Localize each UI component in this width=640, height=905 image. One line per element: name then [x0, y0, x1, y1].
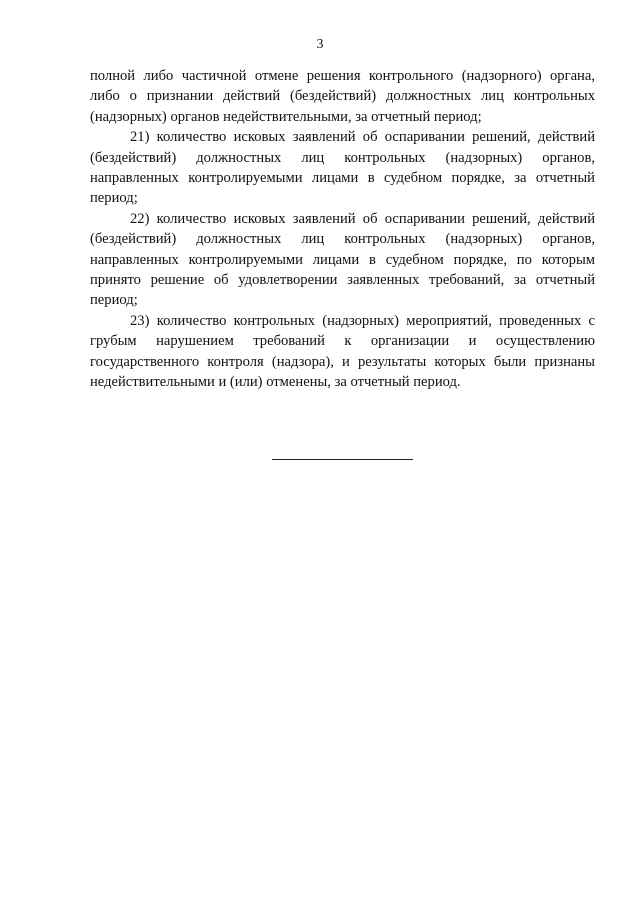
- paragraph-continuation: полной либо частичной отмене решения контрольного (надзорного) органа, либо о признании действий (бездействий) должностных лиц контрольных (надзорных) органов недействительными, за отчетный период;: [90, 68, 595, 125]
- document-body: [90, 66, 595, 393]
- paragraph-item-22: 22) количество исковых заявлений об оспаривании решений, действий (бездействий) должностных лиц контрольных (надзорных) органов, направленных контролируемыми лицами в судебном порядке, по которым принято решение об удовлетворении заявленных требований, за отчетный период;: [90, 210, 595, 309]
- page-number: 3: [316, 37, 324, 52]
- end-of-document-rule: [272, 459, 413, 460]
- paragraph-item-23: 23) количество контрольных (надзорных) мероприятий, проведенных с грубым нарушением требований к организации и осуществлению государственного контроля (надзора), и результаты которых были признаны недействительными и (или) отменены, за отчетный период.: [90, 312, 595, 391]
- paragraph-item-21: 21) количество исковых заявлений об оспаривании решений, действий (бездействий) должностных лиц контрольных (надзорных) органов, направленных контролируемыми лицами в судебном порядке, за отчетный период;: [90, 129, 595, 207]
